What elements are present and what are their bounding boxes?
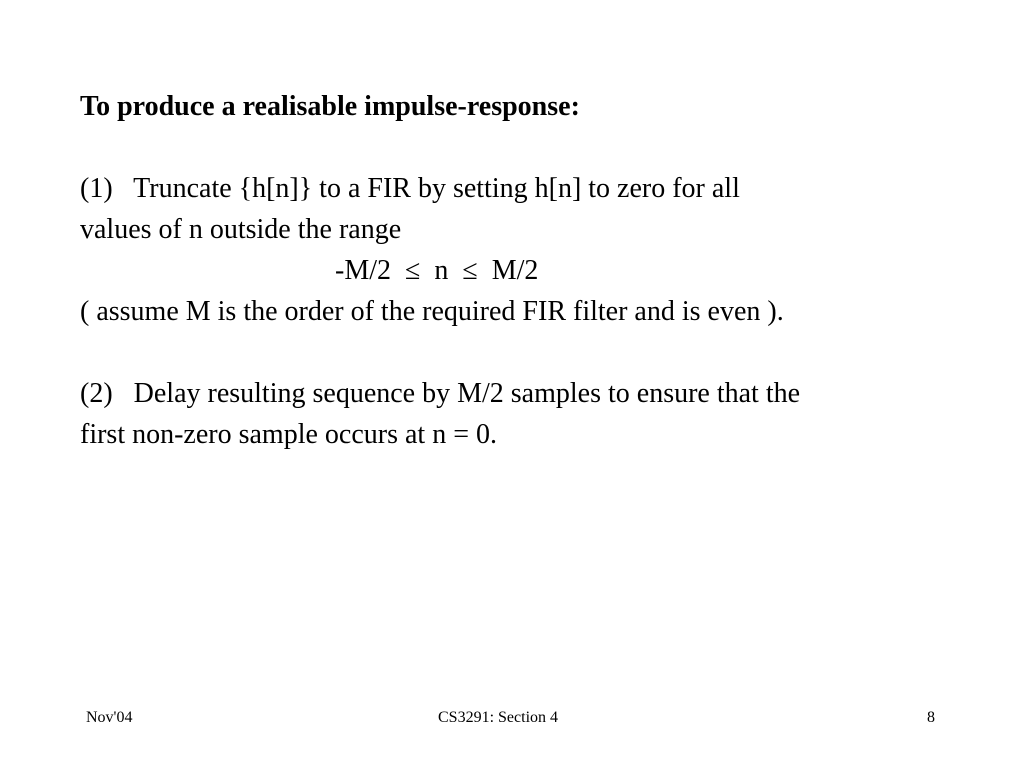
footer-date: Nov'04: [86, 709, 133, 726]
assumption-note: ( assume M is the order of the required FIR filter and is even ).: [80, 296, 784, 327]
step-1-text-line-2: values of n outside the range: [80, 214, 402, 245]
step-2-text-line-2: first non-zero sample occurs at n = 0.: [80, 419, 497, 450]
step-1-text-line-1: (1) Truncate {h[n]} to a FIR by setting h[n] to zero for all: [80, 173, 740, 204]
footer-course: CS3291: Section 4: [438, 709, 559, 726]
slide-heading: To produce a realisable impulse-response:: [80, 91, 580, 122]
step-2-text-line-1: (2) Delay resulting sequence by M/2 samples to ensure that the: [80, 378, 801, 409]
range-inequality: -M/2 ≤ n ≤ M/2: [335, 255, 539, 286]
page-number: 8: [927, 709, 935, 726]
